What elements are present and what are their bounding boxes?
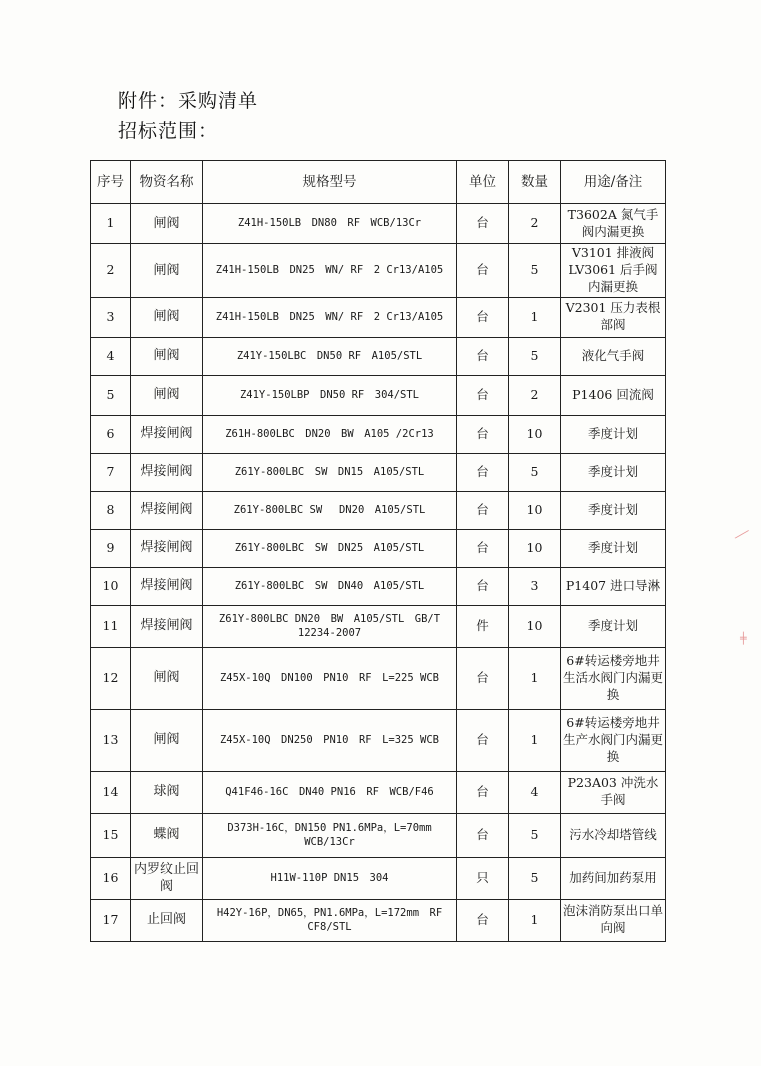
item-qty: 5 <box>509 453 561 491</box>
item-use: 加药间加药泵用 <box>561 857 666 899</box>
item-qty: 3 <box>509 567 561 605</box>
item-spec: Z41H-150LB DN80 RF WCB/13Cr <box>203 204 457 244</box>
table-row <box>91 857 666 899</box>
item-qty: 10 <box>509 415 561 453</box>
item-unit: 台 <box>457 567 509 605</box>
item-qty: 10 <box>509 491 561 529</box>
item-name: 闸阀 <box>131 204 203 244</box>
item-use: V2301 压力表根部阀 <box>561 297 666 337</box>
item-unit: 台 <box>457 647 509 709</box>
row-number: 5 <box>91 375 131 415</box>
item-use: P1406 回流阀 <box>561 375 666 415</box>
item-spec: Z41H-150LB DN25 WN/ RF 2 Cr13/A105 <box>203 297 457 337</box>
header-no: 序号 <box>91 161 131 204</box>
item-unit: 台 <box>457 337 509 375</box>
item-spec: Z45X-10Q DN100 PN10 RF L=225 WCB <box>203 647 457 709</box>
row-number: 7 <box>91 453 131 491</box>
row-number: 1 <box>91 204 131 244</box>
item-unit: 件 <box>457 605 509 647</box>
item-unit: 台 <box>457 375 509 415</box>
item-qty: 1 <box>509 899 561 941</box>
item-name: 止回阀 <box>131 899 203 941</box>
table-row <box>91 567 666 605</box>
table-row <box>91 813 666 857</box>
header-name: 物资名称 <box>131 161 203 204</box>
item-name: 焊接闸阀 <box>131 567 203 605</box>
attachment-title: 附件：采购清单 <box>118 90 259 112</box>
row-number: 2 <box>91 244 131 298</box>
item-name: 闸阀 <box>131 647 203 709</box>
item-spec: Z61Y-800LBC SW DN15 A105/STL <box>203 453 457 491</box>
item-unit: 台 <box>457 453 509 491</box>
item-name: 球阀 <box>131 771 203 813</box>
header-use: 用途/备注 <box>561 161 666 204</box>
table-row <box>91 244 666 298</box>
item-name: 闸阀 <box>131 375 203 415</box>
item-unit: 台 <box>457 415 509 453</box>
header-spec: 规格型号 <box>203 161 457 204</box>
item-qty: 5 <box>509 337 561 375</box>
item-qty: 2 <box>509 204 561 244</box>
item-unit: 台 <box>457 244 509 298</box>
item-name: 闸阀 <box>131 297 203 337</box>
header-unit: 单位 <box>457 161 509 204</box>
item-qty: 5 <box>509 813 561 857</box>
item-name: 内罗纹止回阀 <box>131 857 203 899</box>
row-number: 3 <box>91 297 131 337</box>
item-use: 污水冷却塔管线 <box>561 813 666 857</box>
item-spec: H42Y-16P，DN65，PN1.6MPa，L=172mm RF CF8/STL <box>203 899 457 941</box>
table-header-row <box>91 161 666 204</box>
item-spec: Z61Y-800LBC SW DN20 A105/STL <box>203 491 457 529</box>
item-use: 液化气手阀 <box>561 337 666 375</box>
item-spec: Z61Y-800LBC DN20 BW A105/STL GB/T 12234-2007 <box>203 605 457 647</box>
item-name: 焊接闸阀 <box>131 415 203 453</box>
row-number: 12 <box>91 647 131 709</box>
header-qty: 数量 <box>509 161 561 204</box>
item-use: T3602A 氮气手阀内漏更换 <box>561 204 666 244</box>
item-qty: 10 <box>509 529 561 567</box>
table-row <box>91 529 666 567</box>
row-number: 13 <box>91 709 131 771</box>
item-spec: D373H-16C，DN150 PN1.6MPa，L=70mm WCB/13Cr <box>203 813 457 857</box>
item-spec: Z61Y-800LBC SW DN40 A105/STL <box>203 567 457 605</box>
red-stamp-fragment-icon: ⟋ <box>733 523 751 546</box>
item-unit: 台 <box>457 297 509 337</box>
row-number: 6 <box>91 415 131 453</box>
item-qty: 4 <box>509 771 561 813</box>
item-unit: 台 <box>457 899 509 941</box>
item-use: 季度计划 <box>561 605 666 647</box>
item-name: 闸阀 <box>131 337 203 375</box>
item-unit: 台 <box>457 709 509 771</box>
row-number: 4 <box>91 337 131 375</box>
row-number: 14 <box>91 771 131 813</box>
row-number: 17 <box>91 899 131 941</box>
table-row <box>91 771 666 813</box>
procurement-table <box>90 160 666 942</box>
item-spec: Z45X-10Q DN250 PN10 RF L=325 WCB <box>203 709 457 771</box>
item-name: 焊接闸阀 <box>131 529 203 567</box>
item-qty: 10 <box>509 605 561 647</box>
item-unit: 台 <box>457 491 509 529</box>
item-name: 焊接闸阀 <box>131 453 203 491</box>
item-name: 焊接闸阀 <box>131 491 203 529</box>
item-spec: Z41H-150LB DN25 WN/ RF 2 Cr13/A105 <box>203 244 457 298</box>
item-use: 季度计划 <box>561 453 666 491</box>
item-use: P1407 进口导淋 <box>561 567 666 605</box>
item-qty: 2 <box>509 375 561 415</box>
item-spec: Z61Y-800LBC SW DN25 A105/STL <box>203 529 457 567</box>
item-unit: 台 <box>457 813 509 857</box>
item-name: 蝶阀 <box>131 813 203 857</box>
row-number: 9 <box>91 529 131 567</box>
row-number: 11 <box>91 605 131 647</box>
item-qty: 1 <box>509 297 561 337</box>
bid-scope-title: 招标范围： <box>118 120 219 142</box>
row-number: 16 <box>91 857 131 899</box>
item-spec: H11W-110P DN15 304 <box>203 857 457 899</box>
table-row <box>91 605 666 647</box>
red-stamp-fragment-icon: ╪ <box>740 632 747 645</box>
item-name: 闸阀 <box>131 244 203 298</box>
table-row <box>91 375 666 415</box>
row-number: 15 <box>91 813 131 857</box>
item-use: 季度计划 <box>561 491 666 529</box>
item-qty: 5 <box>509 857 561 899</box>
table-row <box>91 491 666 529</box>
table-row <box>91 204 666 244</box>
table-row <box>91 337 666 375</box>
item-use: 泡沫消防泵出口单向阀 <box>561 899 666 941</box>
item-use: V3101 排液阀 LV3061 后手阀内漏更换 <box>561 244 666 298</box>
item-name: 焊接闸阀 <box>131 605 203 647</box>
table-row <box>91 647 666 709</box>
item-use: 季度计划 <box>561 529 666 567</box>
item-qty: 5 <box>509 244 561 298</box>
item-unit: 台 <box>457 204 509 244</box>
item-use: 6#转运楼旁地井生产水阀门内漏更换 <box>561 709 666 771</box>
row-number: 8 <box>91 491 131 529</box>
item-spec: Z41Y-150LBC DN50 RF A105/STL <box>203 337 457 375</box>
item-qty: 1 <box>509 647 561 709</box>
table-row <box>91 415 666 453</box>
item-qty: 1 <box>509 709 561 771</box>
item-spec: Z41Y-150LBP DN50 RF 304/STL <box>203 375 457 415</box>
item-use: P23A03 冲洗水手阀 <box>561 771 666 813</box>
table-row <box>91 297 666 337</box>
item-spec: Z61H-800LBC DN20 BW A105 /2Cr13 <box>203 415 457 453</box>
item-unit: 台 <box>457 529 509 567</box>
table-row <box>91 899 666 941</box>
item-name: 闸阀 <box>131 709 203 771</box>
item-unit: 台 <box>457 771 509 813</box>
table-row <box>91 709 666 771</box>
row-number: 10 <box>91 567 131 605</box>
item-unit: 只 <box>457 857 509 899</box>
item-use: 6#转运楼旁地井生活水阀门内漏更换 <box>561 647 666 709</box>
table-row <box>91 453 666 491</box>
item-spec: Q41F46-16C DN40 PN16 RF WCB/F46 <box>203 771 457 813</box>
item-use: 季度计划 <box>561 415 666 453</box>
